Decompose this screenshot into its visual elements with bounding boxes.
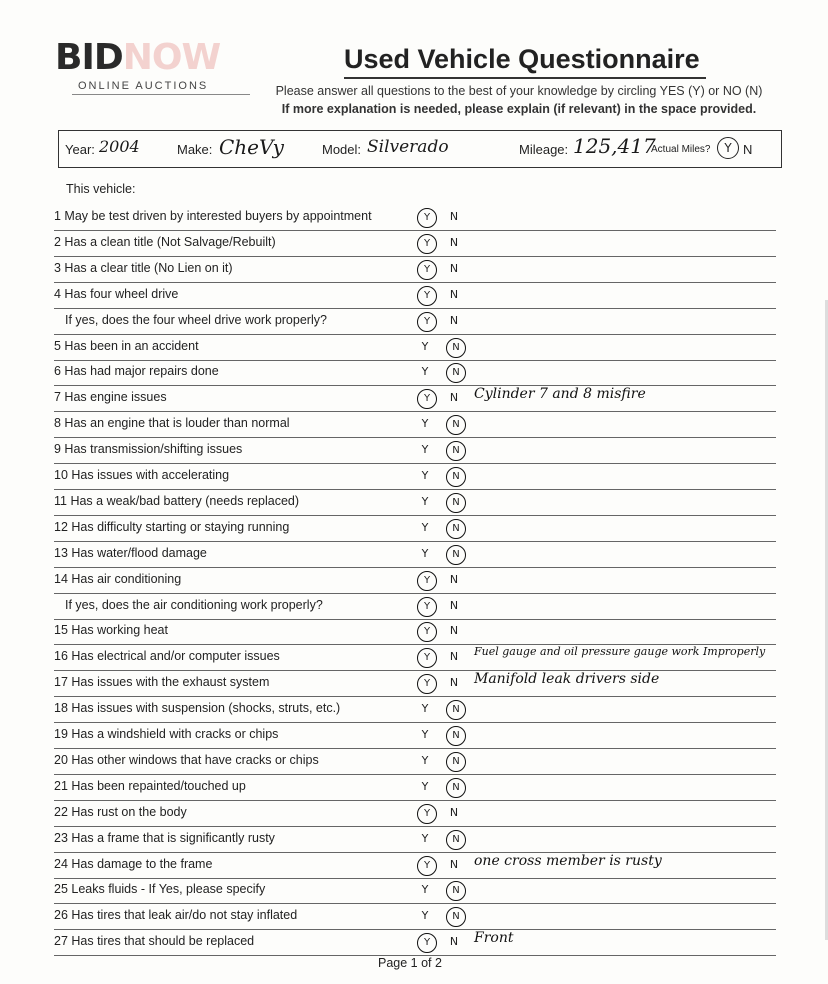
instructions	[264, 82, 774, 118]
explanation-note[interactable]: Front	[474, 930, 514, 947]
answer-yes[interactable]: Y	[421, 365, 429, 379]
question-text: 20 Has other windows that have cracks or chips	[54, 752, 319, 767]
instructions-line-1: Please answer all questions to the best of your knowledge by circling YES (Y) or NO (N)	[275, 84, 763, 98]
question-text: If yes, does the air conditioning work properly?	[65, 597, 323, 612]
answer-yes[interactable]: Y	[417, 312, 437, 332]
answer-yes[interactable]: Y	[421, 494, 429, 508]
question-text: If yes, does the four wheel drive work properly?	[65, 312, 327, 327]
question-row	[0, 516, 828, 542]
question-text: 2 Has a clean title (Not Salvage/Rebuilt)	[54, 234, 276, 249]
explanation-note[interactable]: Manifold leak drivers side	[474, 671, 660, 688]
answer-yes[interactable]: Y	[421, 702, 429, 716]
question-row	[0, 490, 828, 516]
answer-no[interactable]: N	[449, 235, 459, 249]
question-text: 23 Has a frame that is significantly rusty	[54, 830, 275, 845]
answer-yes[interactable]: Y	[421, 417, 429, 431]
actual-miles-yes[interactable]: Y	[717, 137, 739, 159]
logo-text: BID	[55, 37, 123, 78]
question-row	[0, 775, 828, 801]
answer-yes[interactable]: Y	[421, 831, 429, 845]
question-text: 8 Has an engine that is louder than normal	[54, 416, 290, 431]
answer-no[interactable]: N	[446, 441, 466, 461]
question-row	[0, 827, 828, 853]
question-row	[0, 309, 828, 335]
answer-no[interactable]: N	[449, 676, 459, 690]
answer-yes[interactable]: Y	[421, 883, 429, 897]
answer-no[interactable]: N	[446, 726, 466, 746]
answer-yes[interactable]: Y	[421, 339, 429, 353]
question-row	[0, 878, 828, 904]
question-text: 6 Has had major repairs done	[54, 364, 219, 379]
answer-yes[interactable]: Y	[421, 779, 429, 793]
question-row	[0, 749, 828, 775]
answer-yes[interactable]: Y	[417, 856, 437, 876]
answer-no[interactable]: N	[446, 830, 466, 850]
question-row	[0, 438, 828, 464]
answer-no[interactable]: N	[446, 907, 466, 927]
actual-miles-label: Actual Miles?	[651, 144, 711, 155]
page-number: Page 1 of 2	[378, 956, 442, 970]
question-row	[0, 360, 828, 386]
vehicle-info-box	[58, 130, 782, 168]
answer-yes[interactable]: Y	[417, 622, 437, 642]
mileage-label: Mileage:	[519, 142, 569, 157]
answer-no[interactable]: N	[446, 778, 466, 798]
answer-no[interactable]: N	[449, 313, 459, 327]
question-row	[0, 205, 828, 231]
answer-yes[interactable]: Y	[417, 389, 437, 409]
make-field[interactable]: CheVy	[219, 135, 284, 159]
year-field[interactable]: 2004	[99, 137, 140, 156]
answer-no[interactable]: N	[449, 287, 459, 301]
question-text: 27 Has tires that should be replaced	[54, 934, 255, 949]
question-text: 15 Has working heat	[54, 623, 168, 638]
answer-no[interactable]: N	[449, 261, 459, 275]
question-row	[0, 283, 828, 309]
question-row	[0, 853, 828, 879]
question-row	[0, 257, 828, 283]
question-text: 16 Has electrical and/or computer issues	[54, 649, 280, 664]
answer-no[interactable]: N	[449, 857, 459, 871]
answer-yes[interactable]: Y	[417, 674, 437, 694]
explanation-note[interactable]: Cylinder 7 and 8 misfire	[474, 386, 646, 403]
question-row	[0, 386, 828, 412]
question-row	[0, 645, 828, 671]
question-text: 22 Has rust on the body	[54, 804, 187, 819]
question-row	[0, 801, 828, 827]
question-text: 1 May be test driven by interested buyers by appointment	[54, 209, 372, 223]
question-row	[0, 335, 828, 361]
question-text: 19 Has a windshield with cracks or chips	[54, 727, 279, 741]
answer-yes[interactable]: Y	[421, 728, 429, 741]
question-text: 13 Has water/flood damage	[54, 545, 207, 560]
question-text: 5 Has been in an accident	[54, 338, 199, 353]
question-row	[0, 568, 828, 594]
answer-yes[interactable]: Y	[417, 804, 437, 824]
page-title: Used Vehicle Questionnaire	[344, 44, 700, 74]
answer-no[interactable]: N	[449, 805, 459, 819]
answer-no[interactable]: N	[446, 700, 466, 720]
question-text: 17 Has issues with the exhaust system	[54, 675, 270, 690]
answer-yes[interactable]: Y	[421, 753, 429, 767]
question-row	[0, 904, 828, 930]
answer-yes[interactable]: Y	[417, 208, 437, 228]
answer-no[interactable]: N	[446, 752, 466, 772]
question-row	[0, 594, 828, 620]
answer-yes[interactable]: Y	[421, 443, 429, 457]
answer-yes[interactable]: Y	[417, 286, 437, 306]
title-underline	[344, 77, 706, 79]
instructions-line-2: If more explanation is needed, please explain (if relevant) in the space provided.	[281, 102, 757, 116]
year-label: Year:	[65, 142, 95, 157]
question-text: 4 Has four wheel drive	[54, 286, 179, 301]
logo-subtitle: ONLINE AUCTIONS	[78, 80, 209, 92]
question-row	[0, 723, 828, 749]
answer-no[interactable]: N	[446, 545, 466, 565]
question-text: 14 Has air conditioning	[54, 571, 182, 586]
answer-yes[interactable]: Y	[417, 234, 437, 254]
answer-no[interactable]: N	[446, 338, 466, 358]
question-text: 11 Has a weak/bad battery (needs replaced)	[54, 493, 300, 508]
question-row	[0, 412, 828, 438]
answer-no[interactable]: N	[449, 210, 459, 223]
question-row	[0, 464, 828, 490]
answer-no[interactable]: N	[446, 467, 466, 487]
answer-no[interactable]: N	[449, 391, 459, 405]
question-text: 9 Has transmission/shifting issues	[54, 442, 243, 457]
answer-no[interactable]: N	[449, 935, 459, 949]
answer-yes[interactable]: Y	[417, 571, 437, 591]
logo-accent-text: NOW	[122, 37, 221, 78]
answer-no[interactable]: N	[449, 650, 459, 664]
logo-divider	[72, 94, 250, 95]
answer-yes[interactable]: Y	[421, 469, 429, 482]
question-text: 24 Has damage to the frame	[54, 856, 213, 871]
explanation-note[interactable]: one cross member is rusty	[474, 852, 662, 869]
mileage-field[interactable]: 125,417	[573, 134, 656, 158]
answer-no[interactable]: N	[446, 493, 466, 513]
answer-no[interactable]: N	[449, 572, 459, 586]
answer-no[interactable]: N	[446, 519, 466, 539]
explanation-note[interactable]: Fuel gauge and oil pressure gauge work Improperly	[474, 645, 766, 659]
this-vehicle-label: This vehicle:	[66, 182, 136, 196]
answer-no[interactable]: N	[449, 598, 459, 612]
answer-yes[interactable]: Y	[417, 933, 437, 953]
question-row	[0, 930, 828, 956]
actual-miles-no[interactable]: N	[743, 142, 753, 157]
answer-no[interactable]: N	[446, 415, 466, 435]
question-row	[0, 697, 828, 723]
question-text: 3 Has a clear title (No Lien on it)	[54, 260, 233, 275]
answer-yes[interactable]: Y	[421, 546, 429, 560]
answer-yes[interactable]: Y	[421, 520, 429, 534]
answer-no[interactable]: N	[449, 624, 459, 638]
answer-yes[interactable]: Y	[417, 648, 437, 668]
make-label: Make:	[177, 142, 213, 157]
question-row	[0, 619, 828, 645]
question-text: 25 Leaks fluids - If Yes, please specify	[54, 882, 266, 897]
question-row	[0, 542, 828, 568]
answer-no[interactable]: N	[446, 363, 466, 383]
answer-yes[interactable]: Y	[421, 909, 429, 923]
model-label: Model:	[322, 142, 362, 157]
question-text: 12 Has difficulty starting or staying running	[54, 519, 290, 534]
answer-yes[interactable]: Y	[417, 260, 437, 280]
question-row	[0, 231, 828, 257]
question-text: 26 Has tires that leak air/do not stay inflated	[54, 908, 298, 923]
answer-yes[interactable]: Y	[417, 597, 437, 617]
question-row	[0, 671, 828, 697]
question-text: 18 Has issues with suspension (shocks, struts, etc.)	[54, 701, 341, 716]
question-text: 21 Has been repainted/touched up	[54, 778, 246, 793]
model-field[interactable]: Silverado	[367, 137, 449, 157]
answer-no[interactable]: N	[446, 881, 466, 901]
bidnow-logo	[55, 37, 221, 78]
question-text: 10 Has issues with accelerating	[54, 468, 230, 482]
question-text: 7 Has engine issues	[54, 390, 167, 405]
